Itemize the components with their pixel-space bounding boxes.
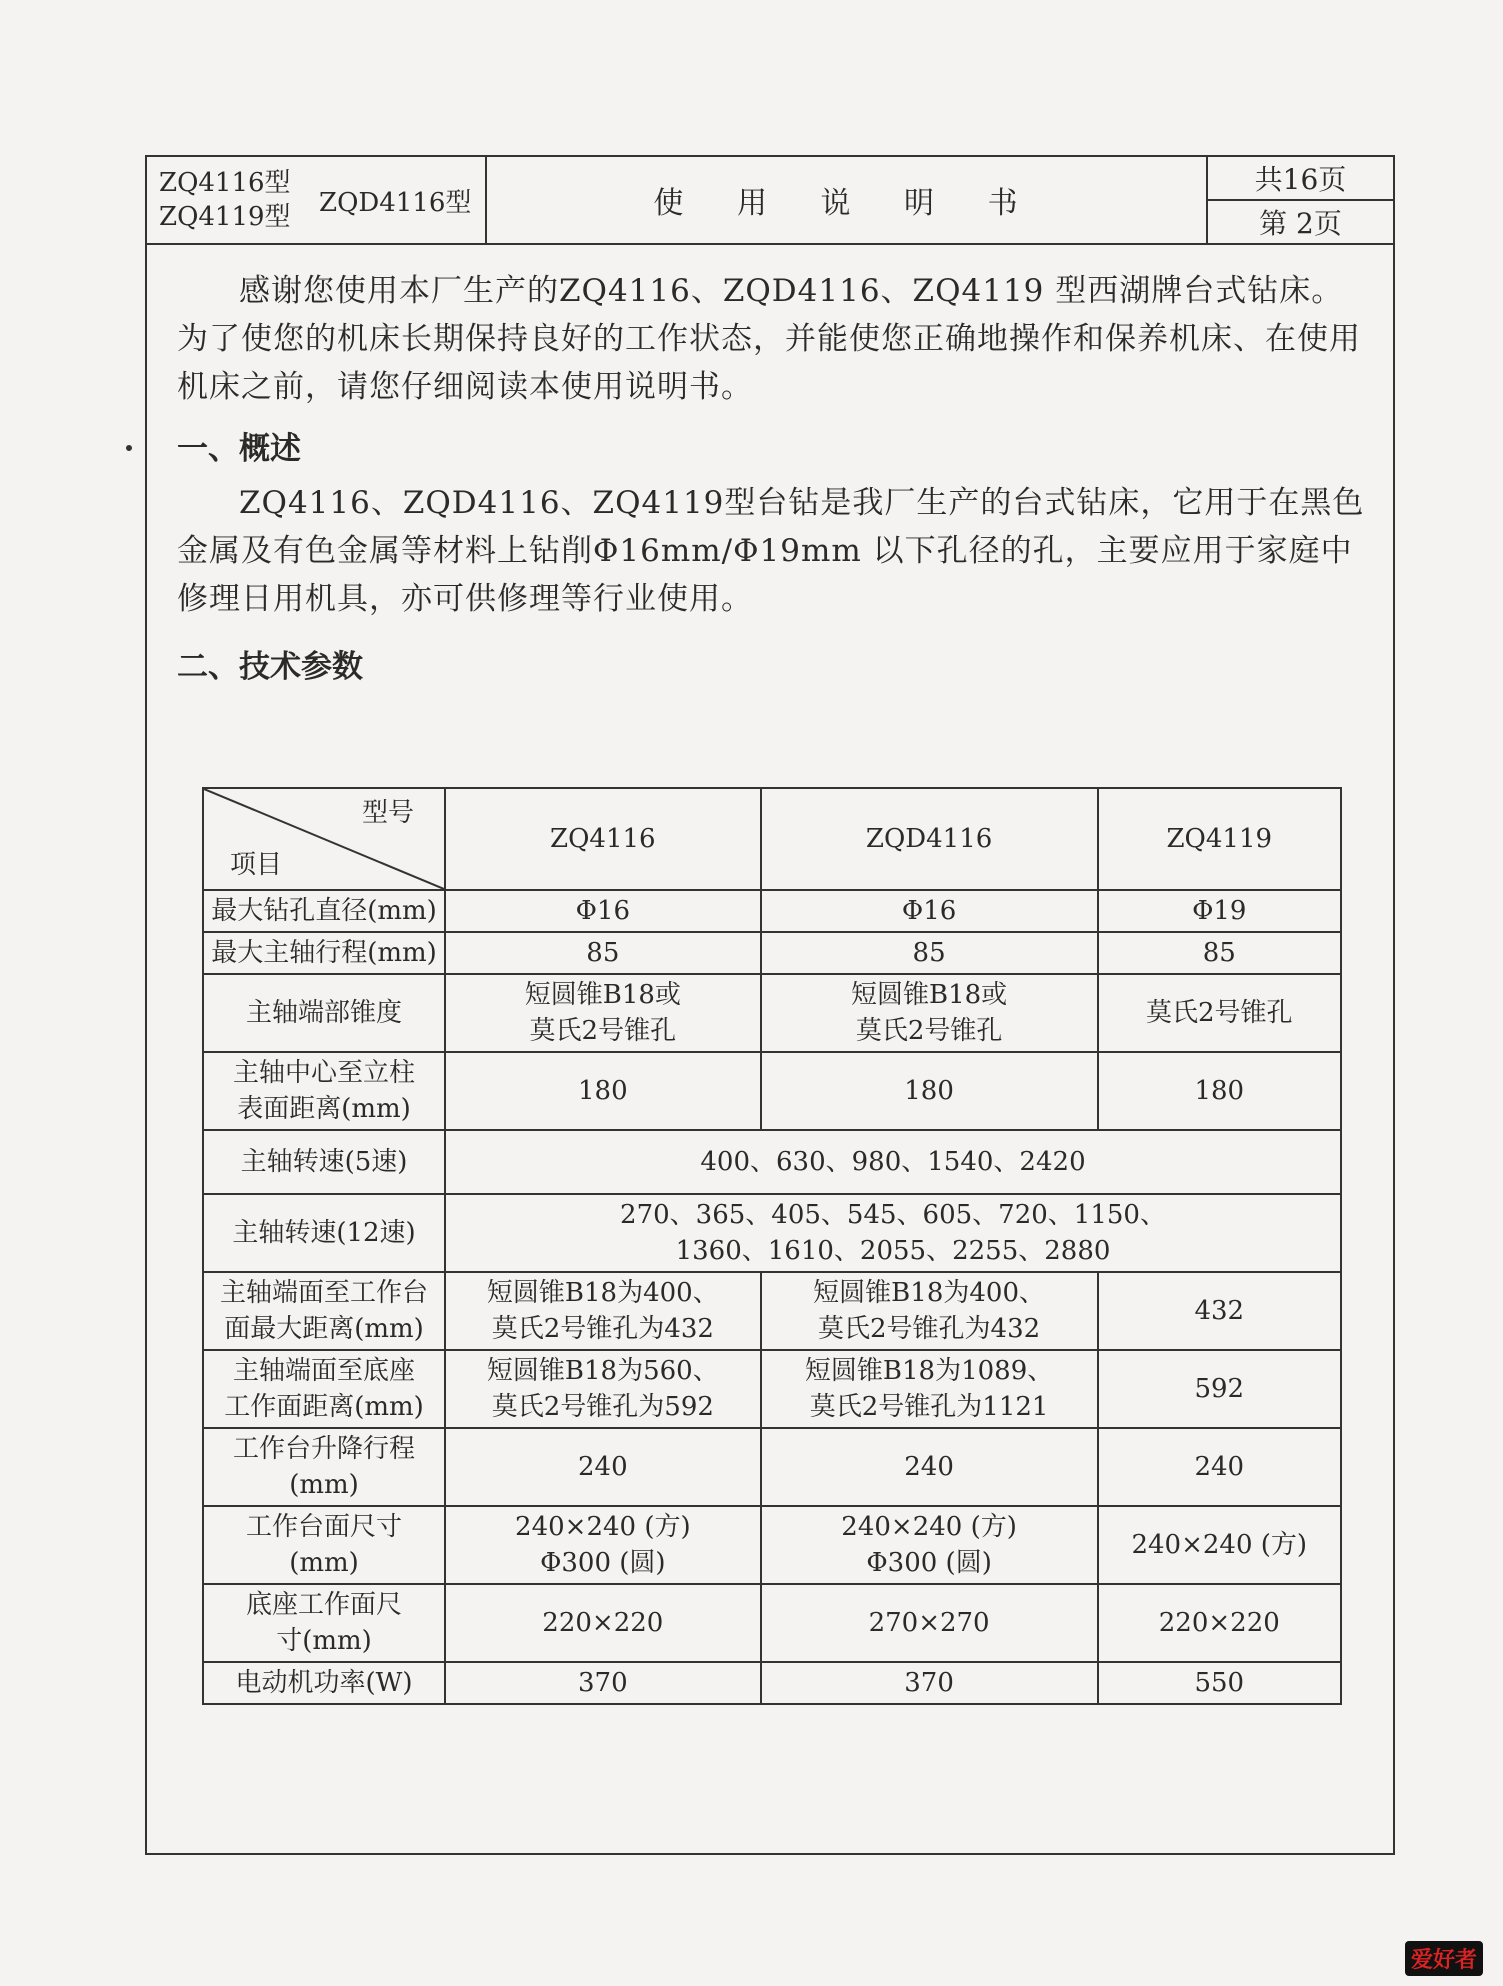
column-header: ZQD4116 (761, 788, 1098, 890)
column-header: ZQ4116 (445, 788, 761, 890)
row-label: 最大钻孔直径(mm) (203, 890, 445, 932)
overview-paragraph: ZQ4116、ZQD4116、ZQ4119型台钻是我厂生产的台式钻床，它用于在黑色金属及有色金属等材料上钻削Φ16mm/Φ19mm 以下孔径的孔，主要应用于家庭中修理日用机具，亦可供修理等行业使用。 (177, 485, 1365, 617)
table-row (203, 1584, 1341, 1662)
table-cell: 85 (761, 932, 1098, 974)
body-content (177, 267, 1367, 697)
page-info (1208, 157, 1393, 243)
row-label: 电动机功率(W) (203, 1662, 445, 1704)
table-cell: 短圆锥B18为560、 莫氏2号锥孔为592 (445, 1350, 761, 1428)
table-header-row (203, 788, 1341, 890)
model-c: ZQD4116型 (319, 187, 472, 218)
table-cell: 短圆锥B18或 莫氏2号锥孔 (445, 974, 761, 1052)
document-header (147, 157, 1393, 245)
table-row (203, 932, 1341, 974)
corner-bottom-label: 项目 (230, 850, 283, 880)
table-cell: 180 (761, 1052, 1098, 1130)
table-row (203, 1662, 1341, 1704)
section-overview-title: 一、概述 (177, 431, 301, 467)
table-cell: Φ16 (761, 890, 1098, 932)
table-cell: 240 (445, 1428, 761, 1506)
model-a: ZQ4116型 (159, 168, 291, 198)
spec-table (202, 787, 1342, 1705)
merged-cell: 400、630、980、1540、2420 (445, 1130, 1341, 1194)
table-cell: 短圆锥B18为1089、 莫氏2号锥孔为1121 (761, 1350, 1098, 1428)
row-label: 主轴端面至工作台 面最大距离(mm) (203, 1272, 445, 1350)
table-row (203, 890, 1341, 932)
table-cell: 370 (445, 1662, 761, 1704)
table-cell: 180 (445, 1052, 761, 1130)
row-label: 最大主轴行程(mm) (203, 932, 445, 974)
table-cell: 短圆锥B18为400、 莫氏2号锥孔为432 (761, 1272, 1098, 1350)
table-cell: 短圆锥B18为400、 莫氏2号锥孔为432 (445, 1272, 761, 1350)
table-cell: 240 (1098, 1428, 1341, 1506)
site-watermark-logo: 爱好者 (1405, 1941, 1483, 1976)
table-cell: Φ16 (445, 890, 761, 932)
table-row (203, 1130, 1341, 1194)
row-label: 主轴中心至立柱 表面距离(mm) (203, 1052, 445, 1130)
table-cell: Φ19 (1098, 890, 1341, 932)
document-title: 使 用 说 明 书 (487, 157, 1208, 243)
merged-cell: 270、365、405、545、605、720、1150、 1360、1610、2055、2255、2880 (445, 1194, 1341, 1272)
row-label: 主轴转速(5速) (203, 1130, 445, 1194)
corner-top-label: 型号 (361, 798, 414, 828)
page-number: 第 2页 (1259, 207, 1342, 240)
table-cell: 85 (1098, 932, 1341, 974)
table-cell: 592 (1098, 1350, 1341, 1428)
table-cell: 240×240 (方) Φ300 (圆) (445, 1506, 761, 1584)
column-header: ZQ4119 (1098, 788, 1341, 890)
table-cell: 短圆锥B18或 莫氏2号锥孔 (761, 974, 1098, 1052)
table-cell: 220×220 (445, 1584, 761, 1662)
scan-speck (126, 445, 132, 451)
row-label: 主轴转速(12速) (203, 1194, 445, 1272)
table-cell: 240 (761, 1428, 1098, 1506)
total-pages: 共16页 (1208, 157, 1393, 201)
table-cell: 270×270 (761, 1584, 1098, 1662)
table-cell: 180 (1098, 1052, 1341, 1130)
table-row (203, 974, 1341, 1052)
intro-paragraph: 感谢您使用本厂生产的ZQ4116、ZQD4116、ZQ4119 型西湖牌台式钻床。为了使您的机床长期保持良好的工作状态，并能使您正确地操作和保养机床、在使用机床之前，请您仔细阅读本使用说明书。 (177, 273, 1361, 405)
table-cell: 550 (1098, 1662, 1341, 1704)
table-row (203, 1428, 1341, 1506)
row-label: 主轴端部锥度 (203, 974, 445, 1052)
table-cell: 85 (445, 932, 761, 974)
document-frame (145, 155, 1395, 1855)
table-cell: 莫氏2号锥孔 (1098, 974, 1341, 1052)
table-row (203, 1272, 1341, 1350)
row-label: 工作台升降行程 (mm) (203, 1428, 445, 1506)
table-cell: 432 (1098, 1272, 1341, 1350)
table-cell: 240×240 (方) Φ300 (圆) (761, 1506, 1098, 1584)
table-cell: 240×240 (方) (1098, 1506, 1341, 1584)
table-cell: 370 (761, 1662, 1098, 1704)
corner-cell (203, 788, 445, 890)
table-row (203, 1194, 1341, 1272)
table-row (203, 1506, 1341, 1584)
row-label: 工作台面尺寸 (mm) (203, 1506, 445, 1584)
table-row (203, 1052, 1341, 1130)
section-specs-title: 二、技术参数 (177, 649, 363, 685)
model-b: ZQ4119型 (159, 202, 291, 232)
row-label: 主轴端面至底座 工作面距离(mm) (203, 1350, 445, 1428)
table-row (203, 1350, 1341, 1428)
row-label: 底座工作面尺 寸(mm) (203, 1584, 445, 1662)
table-cell: 220×220 (1098, 1584, 1341, 1662)
header-models (147, 157, 487, 243)
